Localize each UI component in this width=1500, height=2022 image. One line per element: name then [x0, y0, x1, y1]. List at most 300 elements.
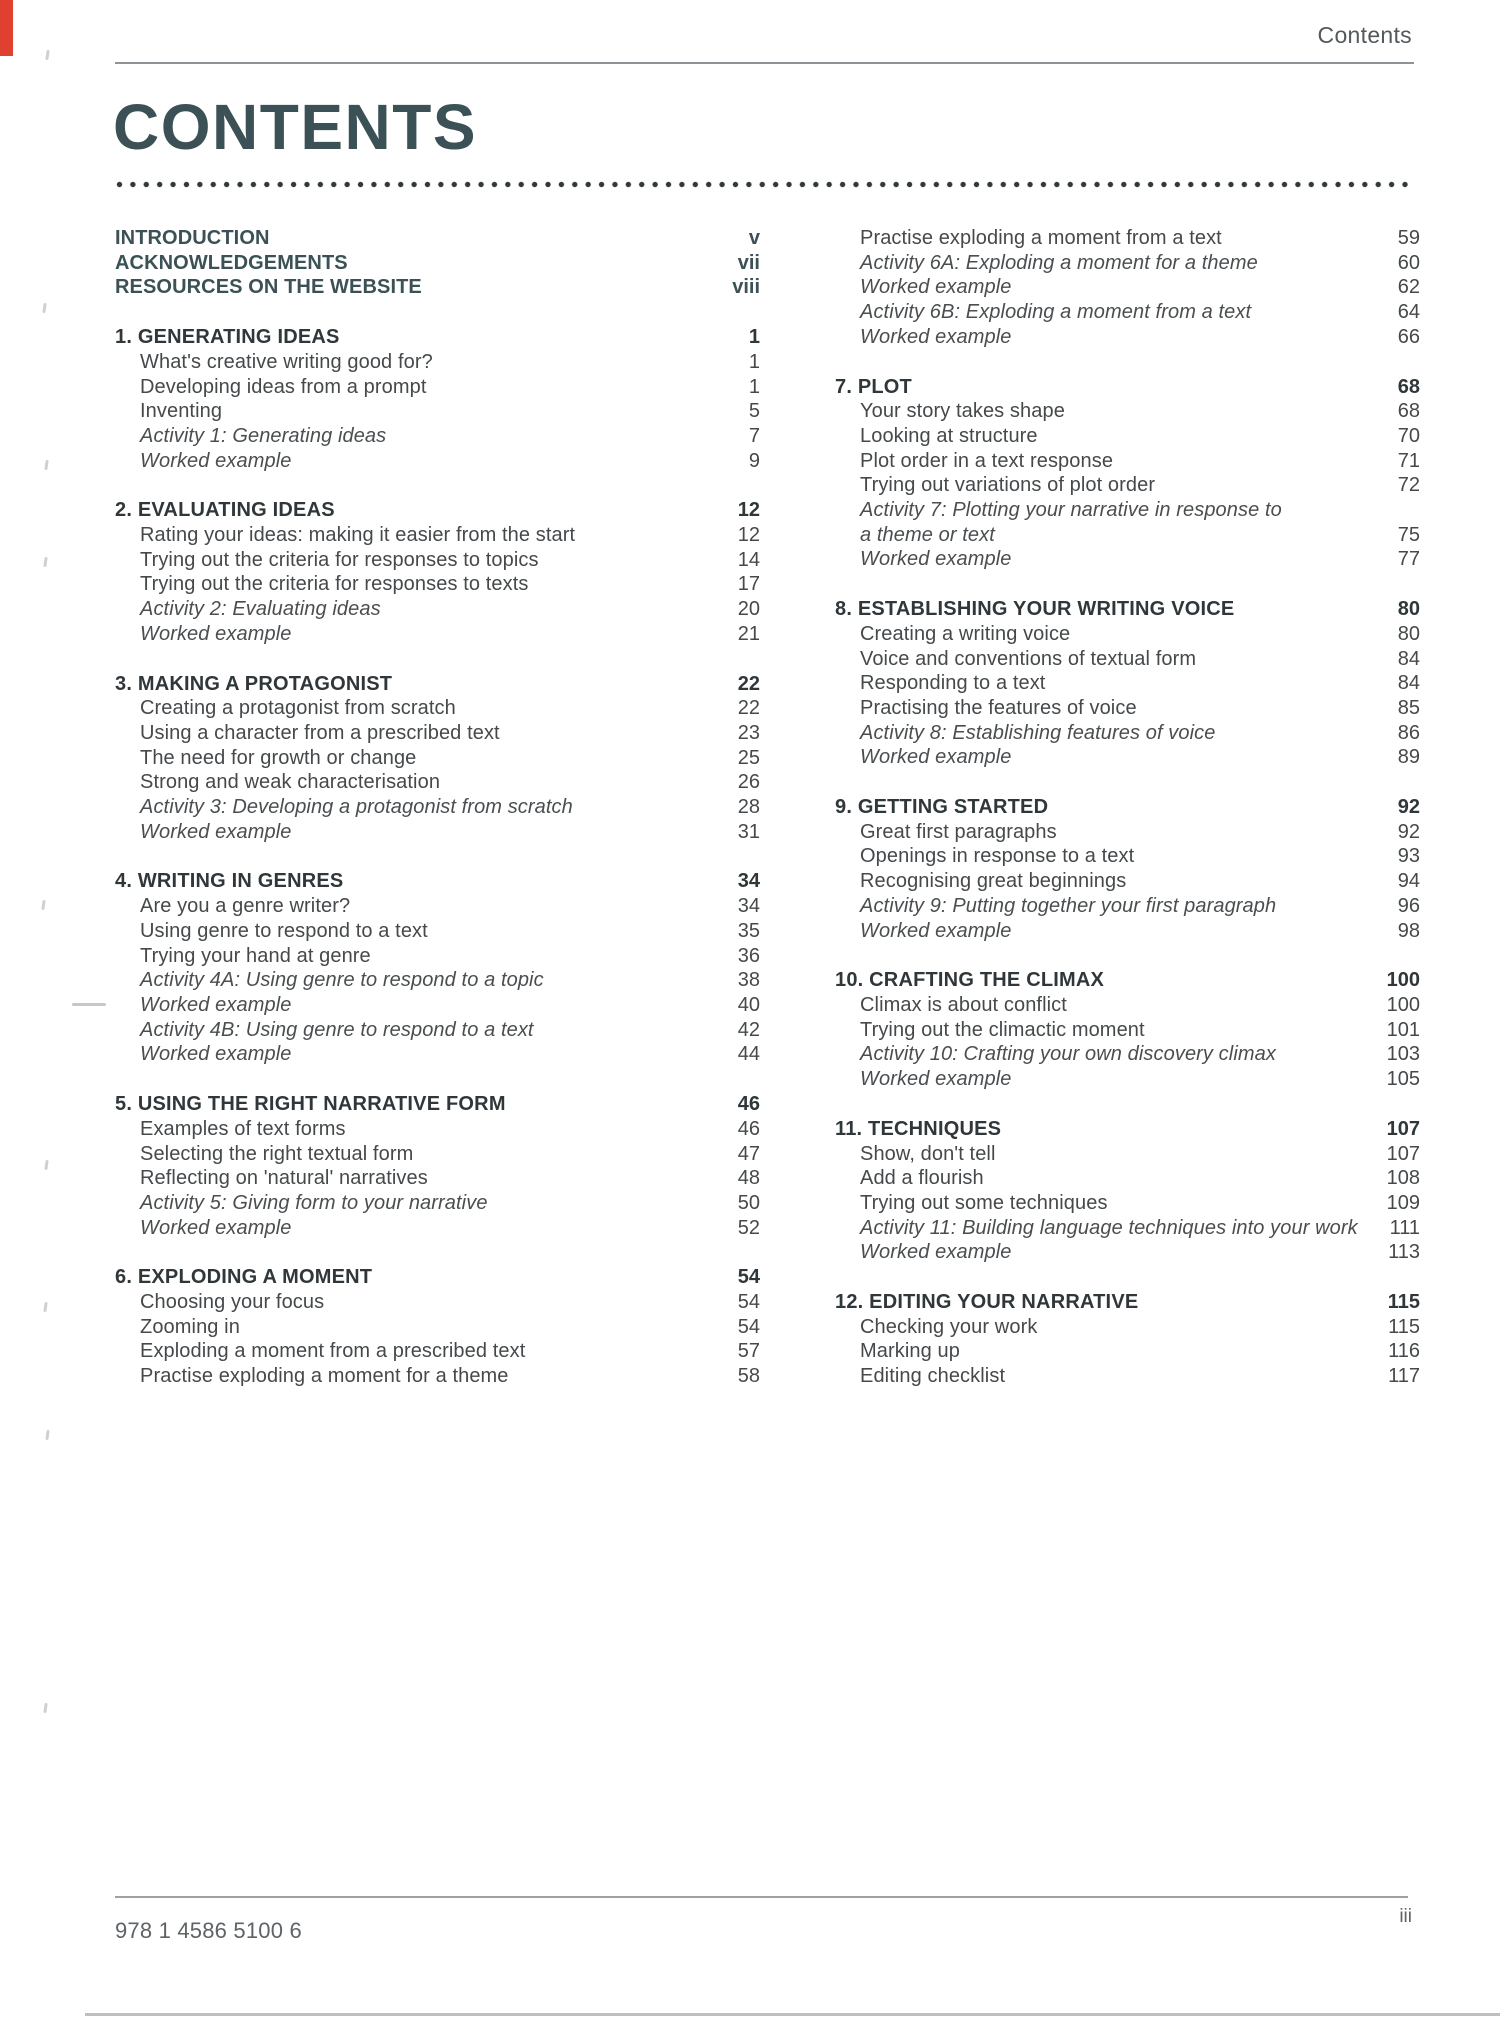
toc-entry-row	[835, 325, 1420, 350]
toc-block	[835, 968, 1420, 1092]
entry-page-number: 17	[737, 573, 760, 596]
entry-label-line: Great first paragraphs	[860, 820, 1057, 843]
dotted-divider	[115, 180, 1414, 189]
entry-page-number: 94	[1397, 870, 1420, 893]
chapter-heading-row	[835, 1290, 1420, 1315]
toc-entry-row	[115, 721, 760, 746]
toc-entry-row	[115, 226, 760, 251]
entry-label-line: Activity 4B: Using genre to respond to a text	[140, 1018, 534, 1041]
toc-entry-row	[115, 572, 760, 597]
entry-label	[835, 1240, 1378, 1265]
entry-label	[835, 647, 1388, 672]
scan-speck	[42, 303, 46, 313]
entry-page-number: 109	[1386, 1191, 1420, 1214]
entry-label-line: Inventing	[140, 400, 223, 423]
entry-page-number: 42	[737, 1018, 760, 1041]
toc-entry-row	[835, 993, 1420, 1018]
entry-label	[835, 696, 1388, 721]
entry-page-number: 38	[737, 969, 760, 992]
entry-label-line: Practise exploding a moment from a text	[860, 227, 1222, 249]
chapter-title: 7. PLOT	[835, 375, 912, 398]
toc-entry-row	[835, 300, 1420, 325]
chapter-page-number: 92	[1397, 796, 1420, 819]
entry-page-number: 68	[1397, 400, 1420, 423]
entry-label	[115, 770, 728, 795]
entry-page-number: 52	[737, 1216, 760, 1239]
entry-label	[835, 1216, 1380, 1241]
entry-label	[115, 399, 739, 424]
toc-entry-row	[835, 622, 1420, 647]
chapter-page-number: 12	[737, 499, 760, 522]
entry-page-number: 20	[737, 598, 760, 621]
entry-page-number: 80	[1397, 622, 1420, 645]
toc-column-right	[835, 226, 1420, 1414]
entry-page-number: 1	[748, 350, 760, 373]
toc-entry-row	[835, 671, 1420, 696]
entry-page-number: 48	[737, 1167, 760, 1190]
entry-page-number: 60	[1397, 251, 1420, 274]
entry-page-number: 34	[737, 895, 760, 918]
entry-label-line: Worked example	[140, 1216, 292, 1239]
entry-label	[115, 1216, 728, 1241]
entry-page-number: 25	[737, 746, 760, 769]
toc-column-left	[115, 226, 760, 1414]
toc-entry-row	[835, 820, 1420, 845]
header-rule	[115, 62, 1414, 64]
entry-label	[835, 1364, 1378, 1389]
toc-block	[835, 795, 1420, 943]
entry-page-number: 113	[1388, 1241, 1420, 1264]
scan-speck	[44, 460, 48, 470]
entry-label	[115, 919, 728, 944]
toc-entry-row	[115, 894, 760, 919]
entry-page-number: 93	[1397, 845, 1420, 868]
chapter-title: 5. USING THE RIGHT NARRATIVE FORM	[115, 1093, 506, 1116]
chapter-title: 8. ESTABLISHING YOUR WRITING VOICE	[835, 598, 1235, 621]
entry-page-number: 46	[737, 1117, 760, 1140]
chapter-heading-row	[835, 597, 1420, 622]
toc-block	[115, 869, 760, 1067]
toc-entry-row	[115, 944, 760, 969]
toc-block	[835, 1290, 1420, 1389]
entry-page-number: 64	[1397, 301, 1420, 324]
entry-label	[115, 1315, 728, 1340]
entry-page-number: 92	[1397, 820, 1420, 843]
chapter-heading-row	[835, 375, 1420, 400]
entry-label	[115, 894, 728, 919]
entry-page-number: 111	[1389, 1216, 1420, 1239]
toc-entry-row	[115, 968, 760, 993]
entry-label	[835, 251, 1388, 276]
toc-entry-row	[835, 1315, 1420, 1340]
entry-label	[115, 275, 722, 300]
chapter-heading-row	[115, 1265, 760, 1290]
entry-label-line: INTRODUCTION	[115, 227, 270, 249]
entry-page-number: 23	[737, 721, 760, 744]
toc-entry-row	[115, 1191, 760, 1216]
entry-page-number: 66	[1397, 325, 1420, 348]
entry-page-number: 14	[737, 548, 760, 571]
chapter-page-number: 115	[1387, 1291, 1420, 1314]
entry-label-line: Trying out variations of plot order	[860, 474, 1156, 497]
entry-label	[115, 1142, 728, 1167]
toc-entry-row	[835, 473, 1420, 498]
toc-entry-row	[115, 399, 760, 424]
toc-entry-row	[835, 1339, 1420, 1364]
entry-label	[115, 597, 728, 622]
entry-page-number: 31	[737, 820, 760, 843]
entry-label	[835, 1042, 1377, 1067]
toc-entry-row	[835, 919, 1420, 944]
entry-page-number: 9	[748, 449, 760, 472]
entry-label-line: Activity 9: Putting together your first paragraph	[860, 894, 1277, 917]
toc-entry-row	[115, 449, 760, 474]
entry-label	[835, 1315, 1378, 1340]
running-header: Contents	[1317, 22, 1412, 48]
chapter-title: 3. MAKING A PROTAGONIST	[115, 672, 393, 695]
toc-entry-row	[835, 449, 1420, 474]
entry-label	[835, 473, 1388, 498]
entry-label	[115, 523, 728, 548]
entry-label	[115, 1018, 728, 1043]
entry-label	[115, 1364, 728, 1389]
toc-entry-row	[835, 1191, 1420, 1216]
scan-bottom-edge	[85, 2013, 1500, 2016]
entry-label-line: Checking your work	[860, 1315, 1038, 1338]
toc-entry-row	[115, 919, 760, 944]
entry-label-line: Worked example	[860, 548, 1012, 571]
chapter-page-number: 1	[748, 326, 760, 349]
scan-speck	[43, 1302, 47, 1312]
chapter-page-number: 107	[1386, 1117, 1420, 1140]
scan-speck	[43, 1703, 47, 1713]
entry-label-line: The need for growth or change	[140, 746, 417, 769]
toc-entry-row	[835, 1042, 1420, 1067]
toc-block	[115, 498, 760, 646]
entry-label	[115, 1191, 728, 1216]
toc-entry-row	[115, 1142, 760, 1167]
entry-label	[835, 869, 1388, 894]
chapter-title: 10. CRAFTING THE CLIMAX	[835, 969, 1105, 992]
entry-label-line: Responding to a text	[860, 672, 1046, 695]
entry-page-number: 115	[1388, 1315, 1420, 1338]
entry-label	[115, 1042, 728, 1067]
toc-entry-row	[835, 869, 1420, 894]
entry-label	[835, 275, 1388, 300]
toc-entry-row	[835, 647, 1420, 672]
entry-label-line: Worked example	[140, 622, 292, 645]
entry-label-line: What's creative writing good for?	[140, 350, 433, 373]
entry-label-line: Worked example	[860, 919, 1012, 942]
entry-label	[115, 1166, 728, 1191]
chapter-heading-row	[835, 795, 1420, 820]
toc-entry-row	[835, 1142, 1420, 1167]
toc-block	[115, 1265, 760, 1389]
toc-entry-row	[115, 275, 760, 300]
scan-speck	[41, 900, 45, 910]
toc-entry-row	[115, 1315, 760, 1340]
entry-label-line: Add a flourish	[860, 1167, 984, 1190]
entry-page-number: 22	[737, 697, 760, 720]
entry-label-line: ACKNOWLEDGEMENTS	[115, 251, 348, 274]
entry-page-number: 86	[1397, 721, 1420, 744]
toc-entry-row	[835, 721, 1420, 746]
entry-label-line: Recognising great beginnings	[860, 870, 1127, 893]
entry-label	[835, 1018, 1377, 1043]
entry-page-number: 117	[1388, 1365, 1420, 1388]
toc-entry-row	[835, 251, 1420, 276]
entry-page-number: 1	[748, 375, 760, 398]
chapter-heading-row	[115, 498, 760, 523]
chapter-page-number: 34	[737, 870, 760, 893]
entry-label	[835, 671, 1388, 696]
entry-page-number: v	[748, 227, 760, 249]
entry-label-line2: a theme or text	[860, 523, 995, 546]
toc-entry-row	[835, 547, 1420, 572]
entry-label	[115, 746, 728, 771]
chapter-title: 2. EVALUATING IDEAS	[115, 499, 335, 522]
toc-entry-row	[115, 993, 760, 1018]
entry-label	[115, 1290, 728, 1315]
entry-label-line: Choosing your focus	[140, 1291, 325, 1314]
toc-columns	[115, 226, 1420, 1414]
entry-page-number: 103	[1386, 1043, 1420, 1066]
entry-label-line: Worked example	[860, 1241, 1012, 1264]
toc-entry-row	[835, 1166, 1420, 1191]
entry-label	[835, 226, 1388, 251]
entry-page-number: vii	[737, 251, 760, 274]
chapter-page-number: 22	[737, 672, 760, 695]
entry-label-line: Examples of text forms	[140, 1117, 346, 1140]
entry-page-number: 84	[1397, 647, 1420, 670]
toc-entry-row	[115, 251, 760, 276]
entry-label-line: Worked example	[860, 1068, 1012, 1091]
entry-label-line: Trying out the criteria for responses to texts	[140, 573, 529, 596]
entry-label-line: Plot order in a text response	[860, 449, 1114, 472]
entry-label	[115, 795, 728, 820]
toc-entry-row	[115, 795, 760, 820]
entry-label-line: Worked example	[860, 746, 1012, 769]
entry-label	[115, 993, 728, 1018]
footer-folio: iii	[1399, 1906, 1412, 1927]
entry-label	[835, 1067, 1377, 1092]
footer-rule	[115, 1896, 1408, 1898]
toc-entry-row	[835, 399, 1420, 424]
toc-entry-row	[835, 894, 1420, 919]
toc-entry-row	[835, 1018, 1420, 1043]
entry-label	[115, 622, 728, 647]
entry-label-line: Exploding a moment from a prescribed text	[140, 1340, 526, 1363]
entry-page-number: 5	[748, 400, 760, 423]
toc-entry-row	[835, 844, 1420, 869]
scan-red-mark	[0, 0, 13, 56]
chapter-heading-row	[115, 869, 760, 894]
toc-entry-row	[115, 350, 760, 375]
toc-block	[115, 226, 760, 300]
entry-page-number: 75	[1397, 523, 1420, 546]
entry-label-line: Using genre to respond to a text	[140, 919, 428, 942]
toc-entry-row	[115, 622, 760, 647]
scan-speck	[44, 1160, 48, 1170]
toc-entry-row	[115, 1042, 760, 1067]
scan-speck	[45, 1430, 49, 1440]
toc-entry-row	[115, 1339, 760, 1364]
toc-block	[115, 672, 760, 845]
chapter-page-number: 54	[737, 1266, 760, 1289]
entry-label-line: Activity 7: Plotting your narrative in response to	[860, 499, 1282, 522]
entry-label	[115, 350, 739, 375]
entry-label	[835, 721, 1388, 746]
entry-label	[115, 968, 728, 993]
entry-page-number: 85	[1397, 696, 1420, 719]
toc-entry-row	[115, 548, 760, 573]
entry-label-line: Using a character from a prescribed text	[140, 721, 500, 744]
entry-label	[835, 325, 1388, 350]
entry-label-line: RESOURCES ON THE WEBSITE	[115, 276, 422, 299]
entry-label-line: Looking at structure	[860, 424, 1038, 447]
entry-label-line: Trying out the climactic moment	[860, 1018, 1145, 1041]
toc-entry-row	[835, 275, 1420, 300]
entry-label-line: Your story takes shape	[860, 400, 1065, 423]
entry-label	[835, 1142, 1377, 1167]
entry-label-line: Worked example	[140, 820, 292, 843]
entry-label	[115, 548, 728, 573]
entry-page-number: 100	[1386, 993, 1420, 1016]
toc-entry-row	[115, 1166, 760, 1191]
toc-entry-row	[115, 1290, 760, 1315]
chapter-title: 1. GENERATING IDEAS	[115, 326, 340, 349]
entry-label	[835, 1191, 1377, 1216]
entry-label-line: Selecting the right textual form	[140, 1142, 414, 1165]
entry-label-line: Trying out the criteria for responses to topics	[140, 548, 539, 571]
footer-isbn: 978 1 4586 5100 6	[115, 1918, 302, 1943]
chapter-title: 12. EDITING YOUR NARRATIVE	[835, 1291, 1139, 1314]
chapter-title: 6. EXPLODING A MOMENT	[115, 1266, 373, 1289]
entry-label-line: Worked example	[140, 993, 292, 1016]
toc-block	[835, 226, 1420, 350]
entry-label-line: Worked example	[860, 276, 1012, 299]
chapter-page-number: 68	[1397, 375, 1420, 398]
chapter-page-number: 46	[737, 1093, 760, 1116]
entry-label-line: Worked example	[140, 1043, 292, 1066]
entry-label	[115, 696, 728, 721]
entry-label-line: Activity 11: Building language techniques into your work	[860, 1216, 1358, 1239]
toc-entry-row	[115, 597, 760, 622]
entry-label-line: Activity 8: Establishing features of voice	[860, 721, 1216, 744]
entry-page-number: 77	[1397, 548, 1420, 571]
entry-label-line: Activity 5: Giving form to your narrative	[140, 1191, 488, 1214]
entry-label-line: Reflecting on 'natural' narratives	[140, 1167, 428, 1190]
entry-label-line: Activity 10: Crafting your own discovery climax	[860, 1043, 1276, 1066]
toc-entry-row	[835, 226, 1420, 251]
entry-page-number: 89	[1397, 746, 1420, 769]
entry-label	[835, 449, 1388, 474]
entry-page-number: 54	[737, 1291, 760, 1314]
toc-block	[115, 1092, 760, 1240]
entry-label	[835, 993, 1377, 1018]
entry-label	[115, 1339, 728, 1364]
entry-page-number: 36	[737, 944, 760, 967]
chapter-page-number: 80	[1397, 598, 1420, 621]
toc-entry-row	[115, 1364, 760, 1389]
entry-page-number: 21	[737, 622, 760, 645]
entry-label-line: Practising the features of voice	[860, 696, 1137, 719]
entry-page-number: 84	[1397, 672, 1420, 695]
entry-label	[115, 572, 728, 597]
scan-speck	[43, 557, 47, 567]
entry-page-number: 71	[1397, 449, 1420, 472]
entry-page-number: 12	[737, 524, 760, 547]
entry-page-number: 96	[1397, 894, 1420, 917]
chapter-heading-row	[115, 325, 760, 350]
entry-label	[115, 721, 728, 746]
entry-label-line: Activity 1: Generating ideas	[140, 424, 387, 447]
chapter-title: 11. TECHNIQUES	[835, 1117, 1002, 1140]
entry-label	[835, 820, 1388, 845]
entry-label	[835, 844, 1388, 869]
toc-entry-row	[835, 498, 1420, 547]
toc-entry-row	[115, 424, 760, 449]
entry-label	[115, 226, 739, 251]
entry-label	[835, 745, 1388, 770]
entry-page-number: 108	[1386, 1167, 1420, 1190]
entry-label-line: Practise exploding a moment for a theme	[140, 1365, 509, 1388]
entry-page-number: 44	[737, 1043, 760, 1066]
entry-label-line: Developing ideas from a prompt	[140, 375, 427, 398]
entry-label-line: Activity 6A: Exploding a moment for a theme	[860, 251, 1258, 274]
entry-page-number: 107	[1386, 1142, 1420, 1165]
entry-page-number: 59	[1397, 227, 1420, 249]
entry-label-line: Trying out some techniques	[860, 1191, 1108, 1214]
toc-block	[115, 325, 760, 473]
entry-page-number: 58	[737, 1365, 760, 1388]
entry-label-line: Strong and weak characterisation	[140, 771, 441, 794]
toc-entry-row	[835, 696, 1420, 721]
entry-page-number: 47	[737, 1142, 760, 1165]
entry-page-number: 57	[737, 1340, 760, 1363]
scan-dash	[72, 1003, 106, 1006]
entry-label-line: Activity 2: Evaluating ideas	[140, 598, 381, 621]
entry-label-line: Creating a writing voice	[860, 622, 1071, 645]
chapter-heading-row	[835, 1117, 1420, 1142]
toc-entry-row	[835, 1216, 1420, 1241]
entry-label	[115, 375, 739, 400]
entry-page-number: 50	[737, 1191, 760, 1214]
entry-label-line: Marking up	[860, 1340, 960, 1363]
entry-label	[835, 919, 1388, 944]
entry-label-line: Climax is about conflict	[860, 993, 1067, 1016]
entry-label	[115, 251, 728, 276]
toc-entry-row	[115, 746, 760, 771]
toc-block	[835, 597, 1420, 770]
entry-page-number: 116	[1388, 1340, 1420, 1363]
entry-label	[835, 894, 1388, 919]
scan-speck	[45, 50, 49, 60]
entry-page-number: 70	[1397, 424, 1420, 447]
entry-label-line: Trying your hand at genre	[140, 944, 371, 967]
chapter-heading-row	[115, 672, 760, 697]
entry-page-number: 54	[737, 1315, 760, 1338]
entry-label-line: Worked example	[860, 325, 1012, 348]
entry-label	[115, 820, 728, 845]
toc-entry-row	[115, 770, 760, 795]
toc-entry-row	[115, 1117, 760, 1142]
toc-entry-row	[835, 1240, 1420, 1265]
entry-label	[115, 449, 739, 474]
entry-label	[835, 1339, 1378, 1364]
toc-entry-row	[835, 424, 1420, 449]
entry-label	[835, 1166, 1377, 1191]
